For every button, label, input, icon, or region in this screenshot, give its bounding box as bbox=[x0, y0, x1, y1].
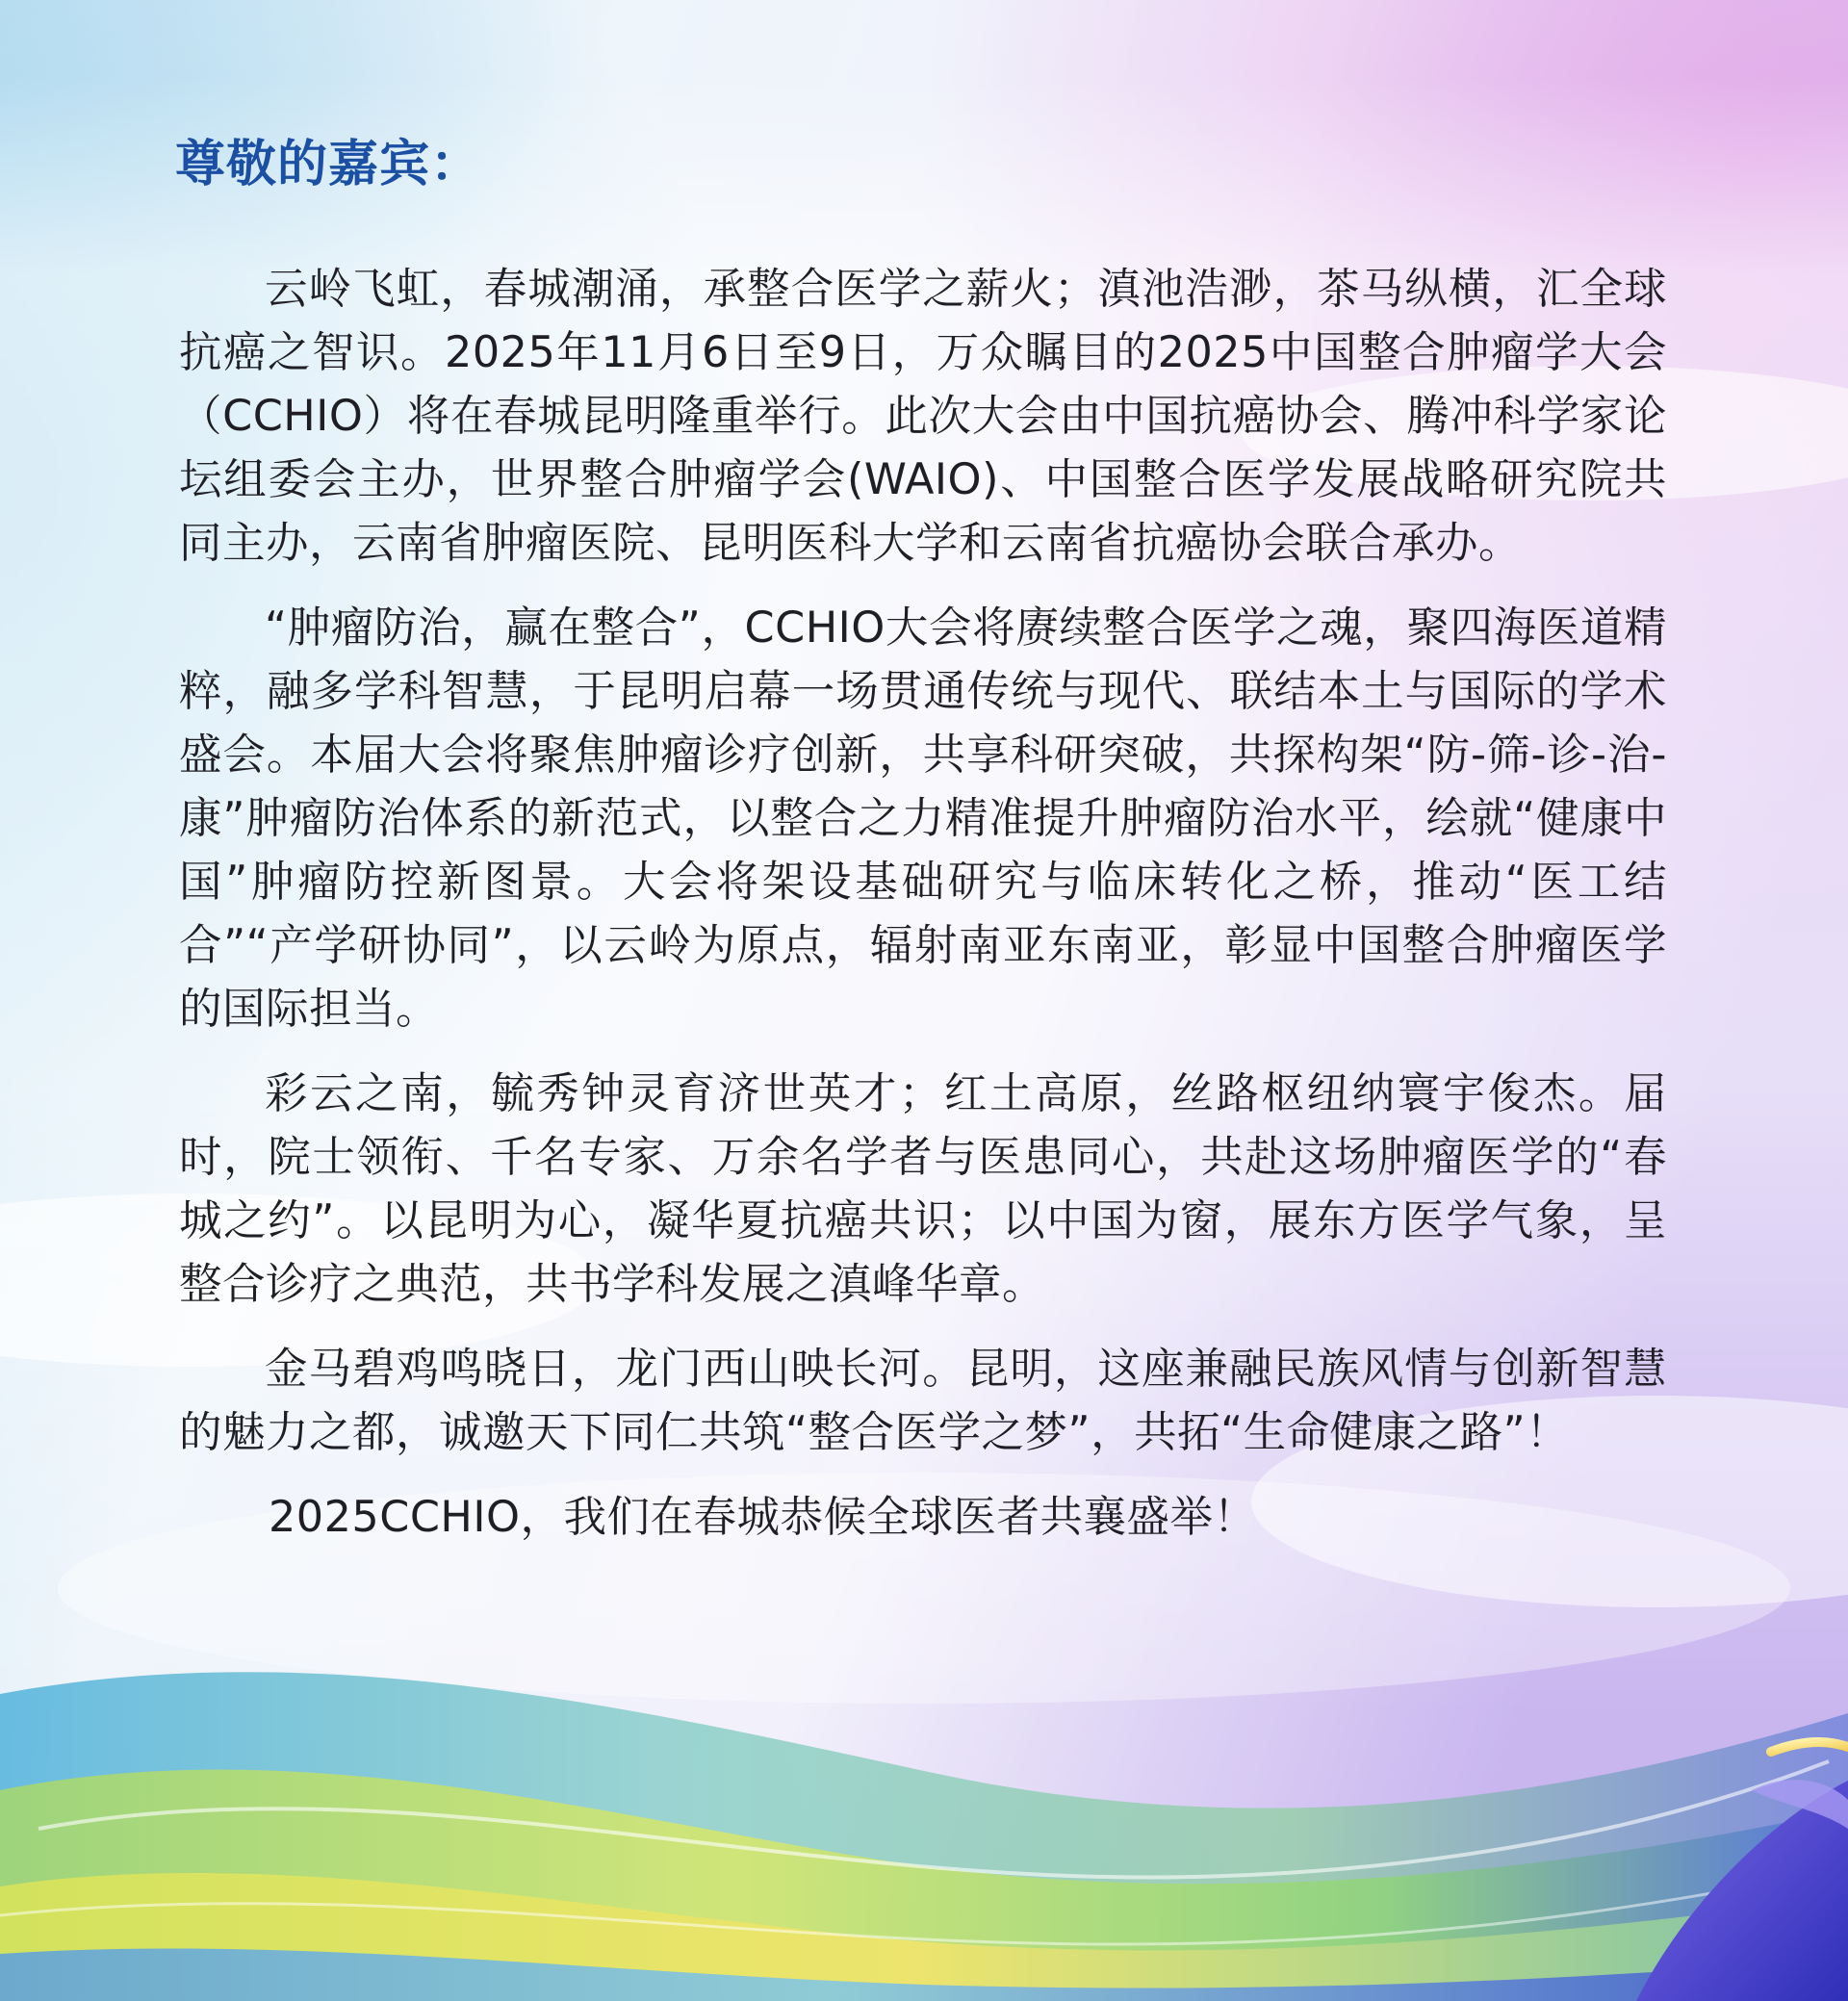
greeting: 尊敬的嘉宾： bbox=[175, 136, 482, 193]
paragraph-1: 云岭飞虹，春城潮涌，承整合医学之薪火；滇池浩渺，茶马纵横，汇全球抗癌之智识。2025年11月6日至9日，万众瞩目的2025中国整合肿瘤学大会（CCHIO）将在春城昆明隆重举行。此次大会由中国抗癌协会、腾冲科学家论坛组委会主办，世界整合肿瘤学会(WAIO)、中国整合医学发展战略研究院共同主办，云南省肿瘤医院、昆明医科大学和云南省抗癌协会联合承办。 bbox=[179, 265, 1667, 568]
invitation-letter bbox=[175, 131, 1667, 1550]
paragraph-2: “肿瘤防治，赢在整合”，CCHIO大会将赓续整合医学之魂，聚四海医道精粹，融多学科智慧，于昆明启幕一场贯通传统与现代、联结本土与国际的学术盛会。本届大会将聚焦肿瘤诊疗创新，共享科研突破，共探构架“防-筛-诊-治-康”肿瘤防治体系的新范式，以整合之力精准提升肿瘤防治水平，绘就“健康中国”肿瘤防控新图景。大会将架设基础研究与临床转化之桥，推动“医工结合”“产学研协同”，以云岭为原点，辐射南亚东南亚，彰显中国整合肿瘤医学的国际担当。 bbox=[179, 603, 1667, 1034]
paragraph-3: 彩云之南，毓秀钟灵育济世英才；红土高原，丝路枢纽纳寰宇俊杰。届时，院士领衔、千名专家、万余名学者与医患同心，共赴这场肿瘤医学的“春城之约”。以昆明为心，凝华夏抗癌共识；以中国为窗，展东方医学气象，呈整合诊疗之典范，共书学科发展之滇峰华章。 bbox=[179, 1069, 1667, 1309]
closing-line: 2025CCHIO，我们在春城恭候全球医者共襄盛举！ bbox=[269, 1493, 1257, 1542]
paragraph-4: 金马碧鸡鸣晓日，龙门西山映长河。昆明，这座兼融民族风情与创新智慧的魅力之都，诚邀天下同仁共筑“整合医学之梦”，共拓“生命健康之路”！ bbox=[179, 1345, 1667, 1457]
